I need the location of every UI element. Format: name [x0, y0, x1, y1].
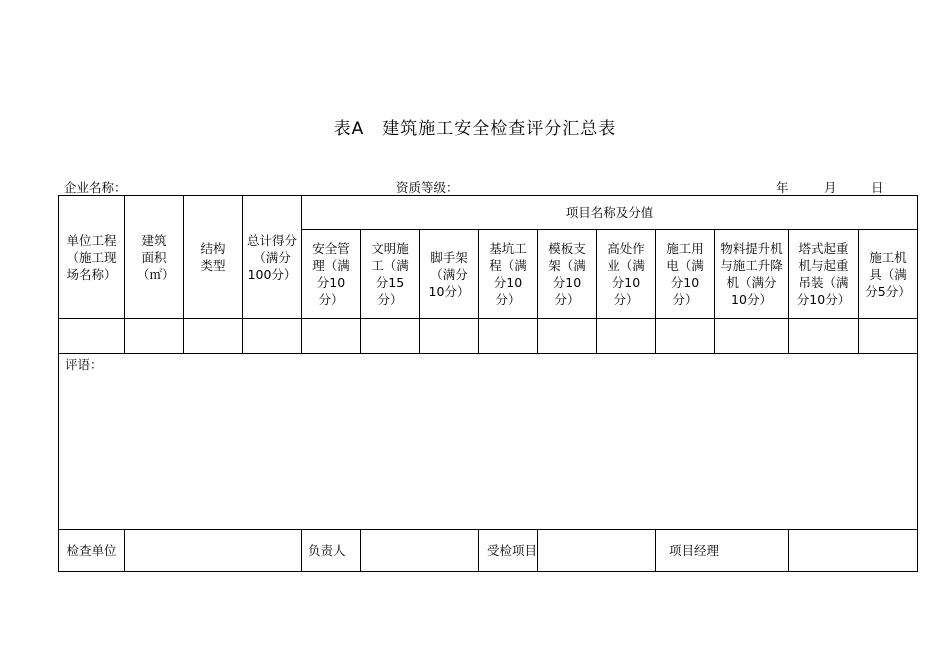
header-total-score: 总计得分（满分100分） — [243, 196, 302, 319]
score-cell[interactable] — [243, 319, 302, 354]
score-cell[interactable] — [859, 319, 918, 354]
score-cell[interactable] — [184, 319, 243, 354]
footer-inspected-project-value[interactable] — [538, 530, 656, 572]
score-cell[interactable] — [538, 319, 597, 354]
header-item-work-at-height: 高处作业（满分10分） — [597, 230, 656, 319]
header-item-tower-crane: 塔式起重机与起重吊装（满分10分） — [789, 230, 859, 319]
header-item-hoist: 物料提升机与施工升降机（满分10分） — [715, 230, 789, 319]
header-item-civilized-construction: 文明施工（满分15分） — [361, 230, 420, 319]
footer-inspected-project-label: 受检项目 — [479, 530, 538, 572]
footer-project-manager-label: 项目经理 — [656, 530, 789, 572]
header-item-machinery: 施工机具（满分5分） — [859, 230, 918, 319]
date-month-label: 月 — [824, 180, 837, 195]
footer-responsible-value[interactable] — [361, 530, 479, 572]
score-cell[interactable] — [420, 319, 479, 354]
score-cell[interactable] — [715, 319, 789, 354]
comment-label: 评语： — [65, 357, 103, 372]
comment-area[interactable] — [59, 354, 918, 530]
footer-inspect-unit-label: 检查单位 — [59, 530, 125, 572]
score-cell[interactable] — [361, 319, 420, 354]
footer-responsible-label: 负责人 — [302, 530, 361, 572]
header-structure: 结构类型 — [184, 196, 243, 319]
company-name-label: 企业名称： — [64, 180, 127, 195]
score-cell[interactable] — [479, 319, 538, 354]
score-cell[interactable] — [597, 319, 656, 354]
header-item-electricity: 施工用电（满分10分） — [656, 230, 715, 319]
qualification-label: 资质等级： — [396, 180, 459, 195]
score-cell[interactable] — [656, 319, 715, 354]
summary-table — [58, 195, 918, 572]
footer-inspect-unit-value[interactable] — [125, 530, 302, 572]
score-cell[interactable] — [789, 319, 859, 354]
date-year-label: 年 — [776, 180, 789, 195]
date-day-label: 日 — [871, 180, 884, 195]
header-area: 建筑面积（㎡） — [125, 196, 184, 319]
header-item-scaffold: 脚手架（满分10分） — [420, 230, 479, 319]
score-cell[interactable] — [302, 319, 361, 354]
score-cell[interactable] — [125, 319, 184, 354]
page-title: 表A 建筑施工安全检查评分汇总表 — [333, 119, 617, 139]
header-unit-project: 单位工程（施工现场名称） — [59, 196, 125, 319]
score-cell[interactable] — [59, 319, 125, 354]
footer-project-manager-value[interactable] — [789, 530, 918, 572]
header-item-formwork: 模板支架（满分10分） — [538, 230, 597, 319]
header-item-safety-management: 安全管理（满分10分） — [302, 230, 361, 319]
header-item-foundation-pit: 基坑工程（满分10分） — [479, 230, 538, 319]
header-items-group: 项目名称及分值 — [302, 196, 918, 230]
